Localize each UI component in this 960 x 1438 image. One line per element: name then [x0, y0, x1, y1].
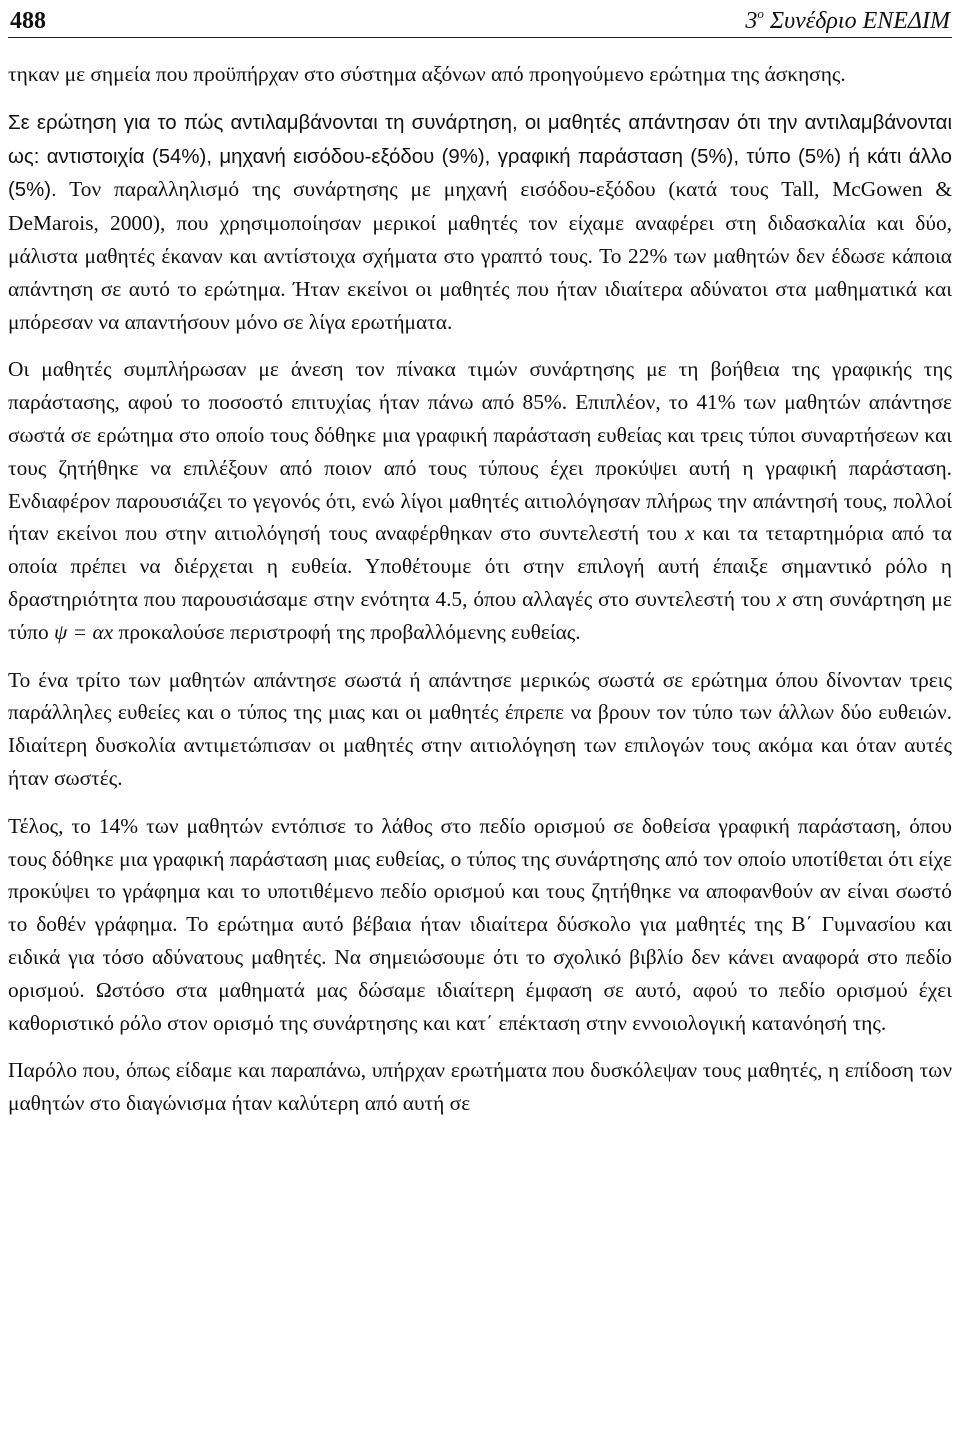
math-variable-x: x	[776, 586, 787, 611]
paragraph-text-3: στη συνάρτηση με τύπο	[8, 586, 952, 644]
paragraph-text-1: Οι μαθητές συμπλήρωσαν με άνεση τον πίνακα τιμών συνάρτησης με τη βοήθεια της γραφικής της παράστασης, αφού το ποσοστό επιτυχίας ήταν πάνω από 85%. Επιπλέον, το 41% των μαθητών απάντησε σωστά σε ερώτημα στο οποίο τους δόθηκε μια γραφική παράσταση ευθείας και τρεις τύποι συναρτήσεων και τους ζητήθηκε να επιλέξουν από ποιον από τους τύπους έχει προκύψει αυτή η γραφική παράσταση. Ενδιαφέρον παρουσιάζει το γεγονός ότι, ενώ λίγοι μαθητές αιτιολόγησαν πλήρως την απάντησή τους, πολλοί ήταν εκείνοι που στην αιτιολόγησή τους αναφέρθηκαν στο συντελεστή του	[8, 357, 952, 546]
paragraph-graph-results	[8, 353, 952, 648]
paragraph-final: Παρόλο που, όπως είδαμε και παραπάνω, υπήρχαν ερωτήματα που δυσκόλεψαν τους μαθητές, η επίδοση των μαθητών στο διαγώνισμα ήταν καλύτερη από αυτή σε	[8, 1058, 952, 1116]
conference-ordinal-superscript: ο	[757, 6, 764, 21]
paragraph-domain-error: Τέλος, το 14% των μαθητών εντόπισε το λάθος στο πεδίο ορισμού σε δοθείσα γραφική παράσταση, όπου τους δόθηκε μια γραφική παράσταση μιας ευθείας, ο τύπος της συνάρτησης από τον οποίο υποτίθεται ότι είχε προκύψει το γράφημα και το υποτιθέμενο πεδίο ορισμού και τους ζητήθηκε να αποφανθούν αν είναι σωστό το δοθέν γράφημα. Το ερώτημα αυτό βέβαια ήταν ιδιαίτερα δύσκολο για μαθητές της Β΄ Γυμνασίου και ειδικά για τόσο αδύνατους μαθητές. Να σημειώσουμε ότι το σχολικό βιβλίο δεν κάνει αναφορά στο πεδίο ορισμού. Ωστόσο στα μαθηματά μας δώσαμε ιδιαίτερη έμφαση σε αυτό, αφού το πεδίο ορισμού έχει καθοριστικό ρόλο στον ορισμό της συνάρτησης και κατ΄ επέκταση στην εννοιολογική κατανόησή της.	[8, 813, 952, 1035]
math-variable-x: x	[684, 521, 695, 546]
paragraph-sans-part: Σε ερώτηση για το πώς αντιλαμβάνονται τη συνάρτηση, οι μαθητές απάντησαν ότι την αντιλαμβάνονται ως: αντιστοιχία (54%), μηχανή εισόδου-εξόδου (9%), γραφική παράσταση (5%), τύπο (5%) ή κάτι άλλο (5%).	[8, 111, 952, 202]
conference-title	[745, 6, 950, 35]
body-text	[8, 58, 952, 1120]
paragraph-serif-part: Τον παραλληλισμό της συνάρτησης με μηχανή εισόδου-εξόδου (κατά τους Tall, McGowen & DeMarois, 2000), που χρησιμοποίησαν μερικοί μαθητές τον είχαμε αναφέρει στη διδασκαλία και δύο, μάλιστα μαθητές έκαναν και αντίστοιχα σχήματα στο γραπτό τους. Το 22% των μαθητών δεν έδωσε κάποια απάντηση σε αυτό το ερώτημα. Ήταν εκείνοι οι μαθητές που ήταν ιδιαίτερα αδύνατοι στα μαθηματικά και μπόρεσαν να απαντήσουν μόνο σε λίγα ερωτήματα.	[8, 177, 952, 334]
document-page	[8, 0, 952, 1135]
page-number: 488	[10, 8, 46, 34]
page-header	[8, 0, 952, 38]
conference-ordinal: 3	[745, 8, 758, 34]
paragraph-text-2: και τα τεταρτημόρια από τα οποία πρέπει να διέρχεται η ευθεία. Υποθέτουμε ότι στην επιλογή αυτή έπαιξε σημαντικό ρόλο η δραστηριότητα που παρουσιάσαμε στην ενότητα 4.5, όπου αλλαγές στο συντελεστή του	[8, 521, 952, 611]
paragraph-function-perception	[8, 106, 952, 339]
paragraph-parallel-lines: Το ένα τρίτο των μαθητών απάντησε σωστά ή απάντησε μερικώς σωστά σε ερώτημα όπου δίνονταν τρεις παράλληλες ευθείες και ο τύπος της μιας και οι μαθητές έπρεπε να βρουν τον τύπο των άλλων δύο ευθειών. Ιδιαίτερη δυσκολία αντιμετώπισαν οι μαθητές στην αιτιολόγηση των επιλογών τους ακόμα και όταν αυτές ήταν σωστές.	[8, 667, 952, 790]
conference-name: Συνέδριο ΕΝΕΔΙΜ	[769, 8, 950, 34]
paragraph-continuation: τηκαν με σημεία που προϋπήρχαν στο σύστημα αξόνων από προηγούμενο ερώτημα της άσκησης.	[8, 62, 846, 86]
paragraph-text-4: προκαλούσε περιστροφή της προβαλλόμενης ευθείας.	[113, 619, 581, 644]
math-formula: ψ = αx	[54, 619, 114, 644]
